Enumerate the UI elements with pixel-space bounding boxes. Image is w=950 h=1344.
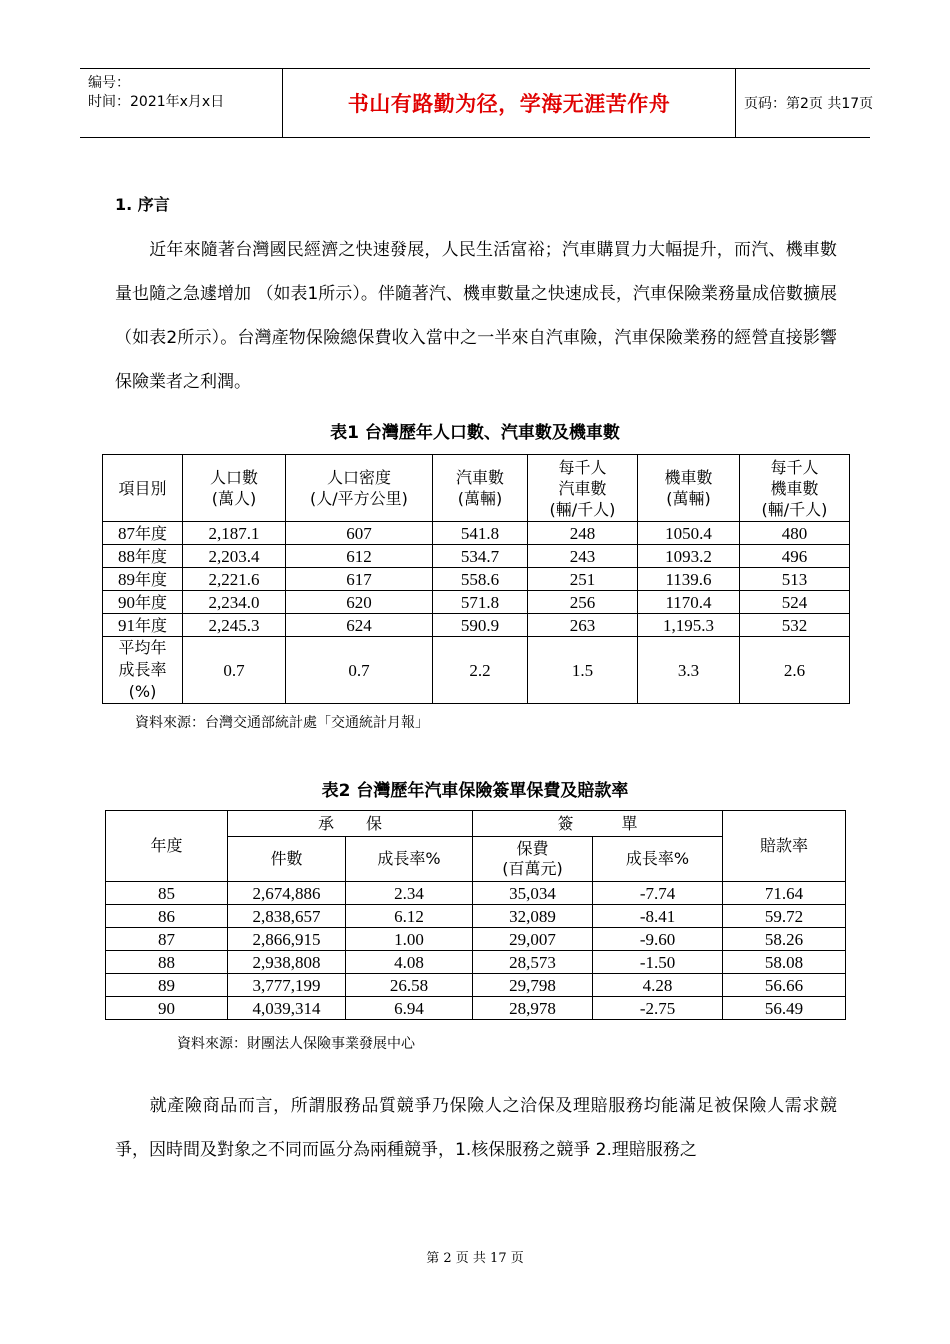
header-cars-per-thousand: 每千人 汽車數 (輛/千人) xyxy=(528,455,638,522)
auto-insurance-table xyxy=(105,810,846,1020)
table2-caption: 表2 台灣歷年汽車保險簽單保費及賠款率 xyxy=(321,781,629,801)
header-density: 人口密度 (人/平方公里) xyxy=(286,455,433,522)
cell-cars-per: 243 xyxy=(528,545,638,568)
time-label: 时间：2021年x月x日 xyxy=(88,94,225,110)
cell-cars: 571.8 xyxy=(433,591,528,614)
cell-growth: 26.58 xyxy=(346,974,473,997)
cell-population: 2,221.6 xyxy=(183,568,286,591)
cell-density: 0.7 xyxy=(286,637,433,704)
header-underwriting: 承 保 xyxy=(228,811,473,837)
cell-density: 617 xyxy=(286,568,433,591)
cell-motorcycles: 1093.2 xyxy=(638,545,740,568)
header-premium: 保費 (百萬元) xyxy=(473,837,593,882)
cell-growth: 4.08 xyxy=(346,951,473,974)
header-growth-premium: 成長率% xyxy=(593,837,723,882)
cell-premium-growth: -2.75 xyxy=(593,997,723,1020)
cell-cars-per: 1.5 xyxy=(528,637,638,704)
code-label: 编号： xyxy=(88,75,130,91)
table-row xyxy=(103,614,850,637)
header-growth-underwriting: 成長率% xyxy=(346,837,473,882)
cell-premium: 32,089 xyxy=(473,905,593,928)
page-footer: 第 2 页 共 17 页 xyxy=(426,1251,524,1266)
cell-premium: 29,798 xyxy=(473,974,593,997)
row-label-average: 平均年 成長率 (%) xyxy=(103,637,183,704)
header-motto-cell xyxy=(282,69,736,137)
header-claims-rate: 賠款率 xyxy=(723,811,846,882)
cell-population: 0.7 xyxy=(183,637,286,704)
cell-premium-growth: -1.50 xyxy=(593,951,723,974)
cell-motorcycles-per: 2.6 xyxy=(740,637,850,704)
row-label: 87年度 xyxy=(103,522,183,545)
table2-source: 資料來源：財團法人保險事業發展中心 xyxy=(177,1036,415,1052)
cell-claims-rate: 56.49 xyxy=(723,997,846,1020)
cell-cars: 2.2 xyxy=(433,637,528,704)
cell-year: 87 xyxy=(106,928,228,951)
service-text: 就產險商品而言，所謂服務品質競爭乃保險人之洽保及理賠服務均能滿足被保險人需求競爭，因時間及對象之不同而區分為兩種競爭，1.核保服務之競爭 2.理賠服務之 xyxy=(115,1096,837,1160)
cell-count: 3,777,199 xyxy=(228,974,346,997)
cell-premium: 28,978 xyxy=(473,997,593,1020)
cell-growth: 6.12 xyxy=(346,905,473,928)
cell-population: 2,245.3 xyxy=(183,614,286,637)
row-label: 90年度 xyxy=(103,591,183,614)
page-info: 页码：第2页 共17页 xyxy=(744,96,874,112)
cell-premium: 28,573 xyxy=(473,951,593,974)
cell-year: 88 xyxy=(106,951,228,974)
cell-motorcycles-per: 513 xyxy=(740,568,850,591)
cell-count: 2,838,657 xyxy=(228,905,346,928)
cell-growth: 1.00 xyxy=(346,928,473,951)
motto: 书山有路勤为径，学海无涯苦作舟 xyxy=(347,92,671,116)
cell-count: 2,938,808 xyxy=(228,951,346,974)
header-count: 件數 xyxy=(228,837,346,882)
table-row xyxy=(106,974,846,997)
page-header xyxy=(80,68,874,138)
cell-claims-rate: 56.66 xyxy=(723,974,846,997)
cell-motorcycles-per: 524 xyxy=(740,591,850,614)
header-motorcycles-per-thousand: 每千人 機車數 (輛/千人) xyxy=(740,455,850,522)
cell-cars-per: 263 xyxy=(528,614,638,637)
cell-density: 612 xyxy=(286,545,433,568)
header-page-cell xyxy=(736,69,874,137)
cell-count: 4,039,314 xyxy=(228,997,346,1020)
table2-header-row-1 xyxy=(106,811,846,837)
header-year: 年度 xyxy=(106,811,228,882)
cell-motorcycles-per: 496 xyxy=(740,545,850,568)
table-row xyxy=(106,928,846,951)
cell-growth: 2.34 xyxy=(346,882,473,905)
row-label: 88年度 xyxy=(103,545,183,568)
cell-population: 2,187.1 xyxy=(183,522,286,545)
cell-year: 86 xyxy=(106,905,228,928)
service-paragraph xyxy=(115,1084,837,1172)
table-row xyxy=(106,997,846,1020)
cell-year: 85 xyxy=(106,882,228,905)
table-row xyxy=(106,951,846,974)
cell-count: 2,866,915 xyxy=(228,928,346,951)
cell-motorcycles: 1139.6 xyxy=(638,568,740,591)
cell-cars: 590.9 xyxy=(433,614,528,637)
row-label: 91年度 xyxy=(103,614,183,637)
cell-count: 2,674,886 xyxy=(228,882,346,905)
cell-premium-growth: -9.60 xyxy=(593,928,723,951)
header-meta xyxy=(80,69,282,137)
cell-cars: 541.8 xyxy=(433,522,528,545)
table1-caption: 表1 台灣歷年人口數、汽車數及機車數 xyxy=(330,423,620,443)
header-population: 人口數 (萬人) xyxy=(183,455,286,522)
cell-population: 2,234.0 xyxy=(183,591,286,614)
cell-cars-per: 251 xyxy=(528,568,638,591)
cell-claims-rate: 71.64 xyxy=(723,882,846,905)
cell-motorcycles: 1050.4 xyxy=(638,522,740,545)
table-row xyxy=(103,522,850,545)
header-item: 項目別 xyxy=(103,455,183,522)
header-cars: 汽車數 (萬輛) xyxy=(433,455,528,522)
header-motorcycles: 機車數 (萬輛) xyxy=(638,455,740,522)
row-label: 89年度 xyxy=(103,568,183,591)
table1-source: 資料來源：台灣交通部統計處「交通統計月報」 xyxy=(135,715,429,731)
cell-claims-rate: 59.72 xyxy=(723,905,846,928)
table-row xyxy=(106,905,846,928)
cell-motorcycles: 1170.4 xyxy=(638,591,740,614)
table-row xyxy=(103,591,850,614)
cell-year: 89 xyxy=(106,974,228,997)
cell-cars: 534.7 xyxy=(433,545,528,568)
table1-header-row xyxy=(103,455,850,522)
cell-cars-per: 248 xyxy=(528,522,638,545)
intro-paragraph xyxy=(115,228,837,404)
table-row xyxy=(106,882,846,905)
table-row-average xyxy=(103,637,850,704)
cell-density: 620 xyxy=(286,591,433,614)
cell-premium-growth: -7.74 xyxy=(593,882,723,905)
cell-motorcycles: 1,195.3 xyxy=(638,614,740,637)
cell-population: 2,203.4 xyxy=(183,545,286,568)
cell-cars-per: 256 xyxy=(528,591,638,614)
cell-density: 607 xyxy=(286,522,433,545)
cell-motorcycles: 3.3 xyxy=(638,637,740,704)
cell-premium: 29,007 xyxy=(473,928,593,951)
intro-text: 近年來隨著台灣國民經濟之快速發展，人民生活富裕；汽車購買力大幅提升，而汽、機車數量也隨之急遽增加 （如表1所示）。伴隨著汽、機車數量之快速成長，汽車保險業務量成倍數擴展 （如表2所示）。台灣產物保險總保費收入當中之一半來自汽車險，汽車保險業務的經營直接影響保險業者之利潤。 xyxy=(115,240,837,392)
cell-claims-rate: 58.08 xyxy=(723,951,846,974)
cell-density: 624 xyxy=(286,614,433,637)
header-policy: 簽 單 xyxy=(473,811,723,837)
table-row xyxy=(103,568,850,591)
cell-growth: 6.94 xyxy=(346,997,473,1020)
section-title: 1. 序言 xyxy=(115,195,170,214)
cell-premium-growth: 4.28 xyxy=(593,974,723,997)
cell-cars: 558.6 xyxy=(433,568,528,591)
cell-motorcycles-per: 532 xyxy=(740,614,850,637)
population-vehicle-table xyxy=(102,454,850,704)
cell-premium: 35,034 xyxy=(473,882,593,905)
cell-year: 90 xyxy=(106,997,228,1020)
table-row xyxy=(103,545,850,568)
cell-motorcycles-per: 480 xyxy=(740,522,850,545)
cell-claims-rate: 58.26 xyxy=(723,928,846,951)
cell-premium-growth: -8.41 xyxy=(593,905,723,928)
